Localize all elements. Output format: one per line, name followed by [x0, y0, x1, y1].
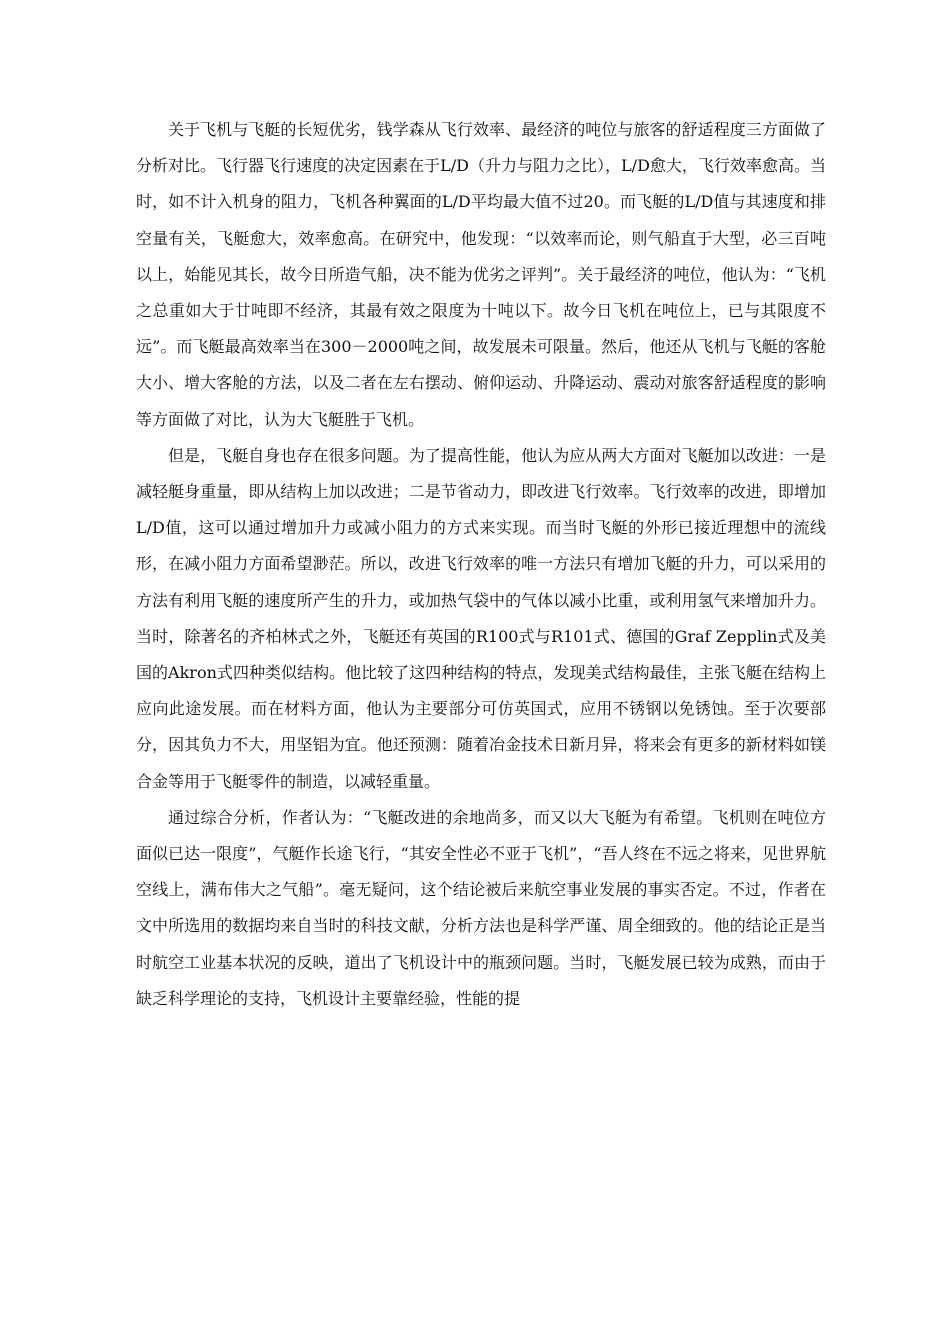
paragraph-airplane-vs-airship: 关于飞机与飞艇的长短优劣，钱学森从飞行效率、最经济的吨位与旅客的舒适程度三方面做了分析对比。飞行器飞行速度的决定因素在于L/D（升力与阻力之比），L/D愈大，飞行效率愈高。当时，如不计入机身的阻力，飞机各种翼面的L/D平均最大值不过20。而飞艇的L/D值与其速度和排空量有关，飞艇愈大，效率愈高。在研究中，他发现：“以效率而论，则气船直于大型，必三百吨以上，始能见其长，故今日所造气船，决不能为优劣之评判”。关于最经济的吨位，他认为：“飞机之总重如大于廿吨即不经济，其最有效之限度为十吨以下。故今日飞机在吨位上，已与其限度不远”。而飞艇最高效率当在300－2000吨之间，故发展未可限量。然后，他还从飞机与飞艇的客舱大小、增大客舱的方法，以及二者在左右摆动、俯仰运动、升降运动、震动对旅客舒适程度的影响等方面做了对比，认为大飞艇胜于飞机。: [136, 120, 826, 429]
document-page: [136, 112, 826, 1017]
paragraph-conclusion: 通过综合分析，作者认为：“飞艇改进的余地尚多，而又以大飞艇为有希望。飞机则在吨位方面似已达一限度”，气艇作长途飞行，“其安全性必不亚于飞机”，“吾人终在不远之将来，见世界航空线上，满布伟大之气船”。毫无疑问，这个结论被后来航空事业发展的事实否定。不过，作者在文中所选用的数据均来自当时的科技文献，分析方法也是科学严谨、周全细致的。他的结论正是当时航空工业基本状况的反映，道出了飞机设计中的瓶颈问题。当时，飞艇发展已较为成熟，而由于缺乏科学理论的支持，飞机设计主要靠经验，性能的提: [136, 807, 826, 1008]
paragraph-airship-improvements: 但是，飞艇自身也存在很多问题。为了提高性能，他认为应从两大方面对飞艇加以改进：一是减轻艇身重量，即从结构上加以改进；二是节省动力，即改进飞行效率。飞行效率的改进，即增加L/D值，这可以通过增加升力或减小阻力的方式来实现。而当时飞艇的外形已接近理想中的流线形，在减小阻力方面希望渺茫。所以，改进飞行效率的唯一方法只有增加飞艇的升力，可以采用的方法有利用飞艇的速度所产生的升力，或加热气袋中的气体以减小比重，或利用氢气来增加升力。当时，除著名的齐柏林式之外，飞艇还有英国的R100式与R101式、德国的Graf Zepplin式及美国的Akron式四种类似结构。他比较了这四种结构的特点，发现美式结构最佳，主张飞艇在结构上应向此途发展。而在材料方面，他认为主要部分可仿英国式，应用不锈钢以免锈蚀。至于次要部分，因其负力不大，用坚铝为宜。他还预测：随着冶金技术日新月异，将来会有更多的新材料如镁合金等用于飞艇零件的制造，以减轻重量。: [136, 445, 826, 791]
